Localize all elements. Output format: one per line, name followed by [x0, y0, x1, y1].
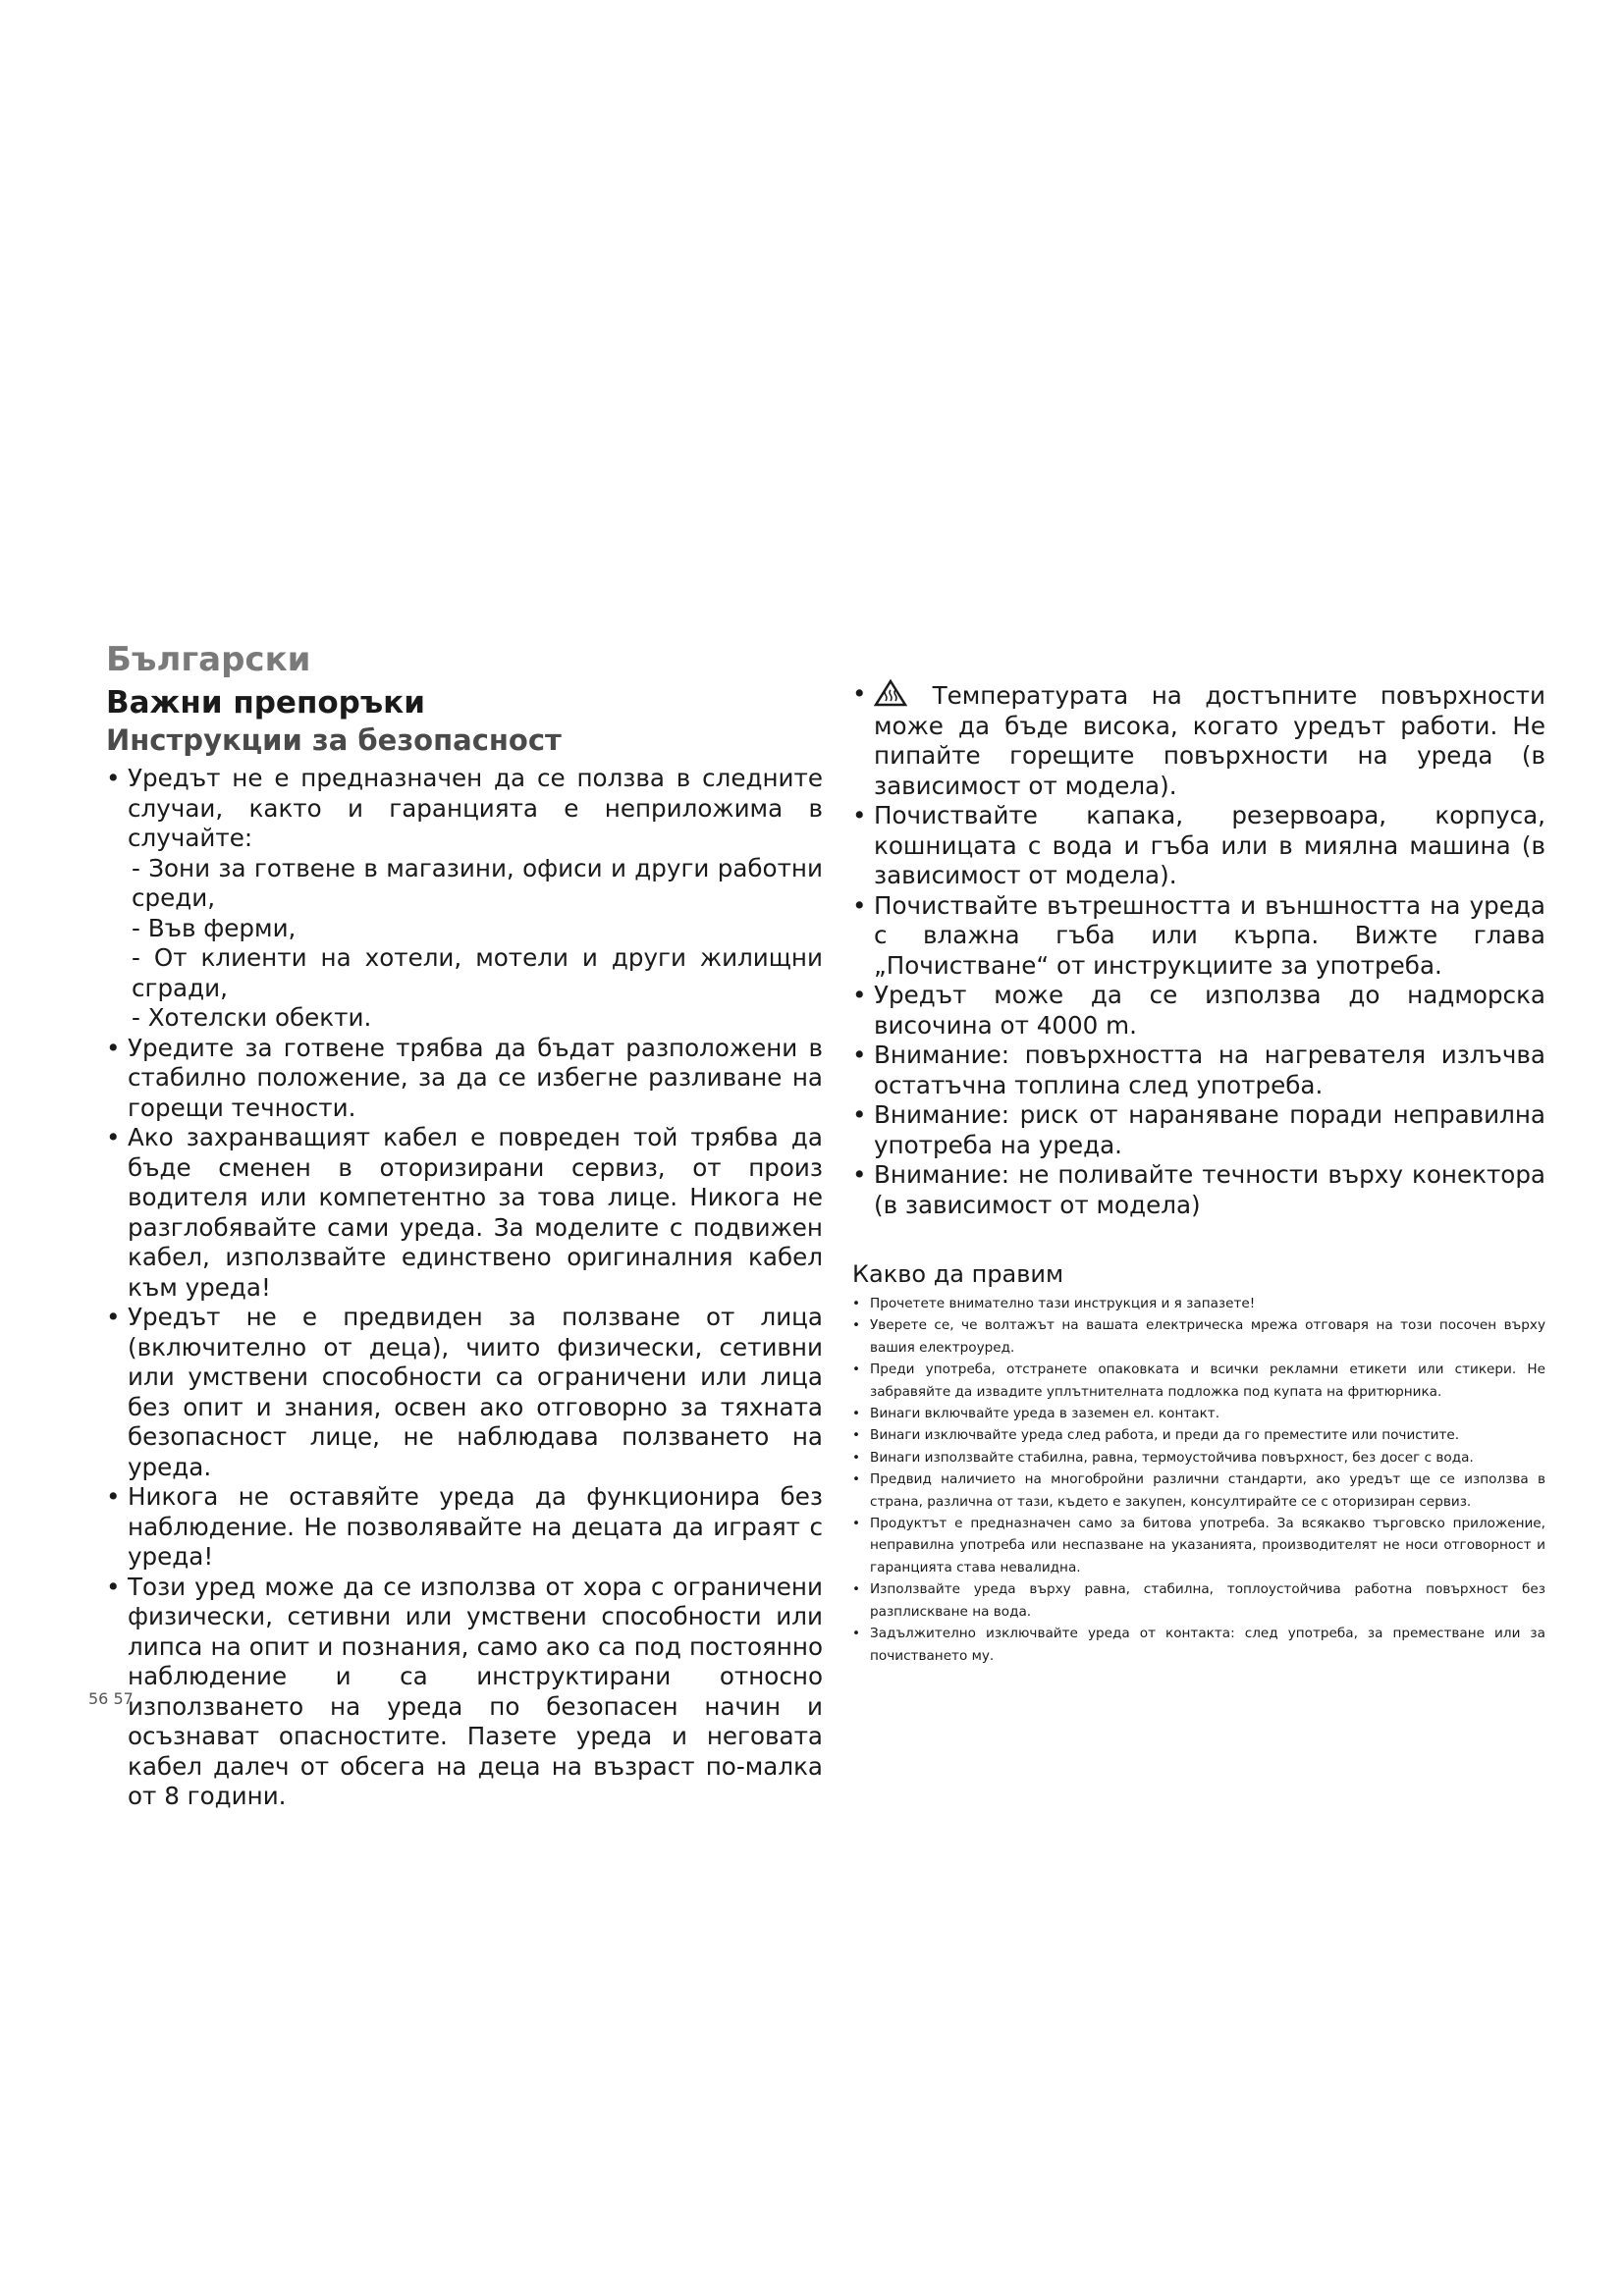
list-item-text: Прочетете внимателно тази инструкция и я запазете! [870, 1296, 1256, 1311]
list-item [852, 1293, 1545, 1314]
list-item-text: Уредът не е предвиден за ползване от лица (включително от деца), чиито физически, сетивни или умствени способности са ограничени или лица без опит и знания, освен ако отговорно за тяхната безопасност лице, не наблюдава ползването на уреда. [128, 1303, 823, 1481]
list-item-text: Почиствайте капака, резервоара, корпуса, кошницата с вода и гъба или в миялна машина (в зависимост от модела). [874, 801, 1545, 889]
left-column [106, 638, 823, 1812]
right-column [852, 679, 1545, 1667]
bullet-marker: • [106, 1572, 121, 1601]
bullet-marker: • [852, 1427, 861, 1444]
bullet-marker: • [852, 1471, 861, 1488]
list-item-text: Внимание: риск от нараняване поради неправилна употреба на уреда. [874, 1100, 1545, 1159]
page-number: 56 57 [88, 1689, 134, 1708]
section-subtitle: Инструкции за безопасност [106, 723, 562, 757]
list-item [106, 1573, 823, 1812]
list-item [852, 981, 1545, 1041]
bullet-marker: • [852, 1406, 861, 1422]
list-item [106, 1123, 823, 1303]
bullet-marker: • [852, 1449, 861, 1466]
what-to-do-list [852, 1293, 1545, 1667]
list-item [852, 1424, 1545, 1446]
sub-list-item: - Във ферми, [132, 913, 297, 942]
list-item [852, 1513, 1545, 1578]
list-item [106, 1303, 823, 1482]
bullet-marker: • [852, 801, 867, 829]
bullet-marker: • [852, 1362, 861, 1378]
list-item [852, 1578, 1545, 1623]
safety-instructions-list [106, 764, 823, 1812]
bullet-marker: • [106, 764, 121, 792]
hot-surface-warning-icon [874, 679, 907, 707]
bullet-marker: • [106, 1303, 121, 1331]
bullet-marker: • [106, 1123, 121, 1151]
bullet-marker: • [852, 890, 867, 920]
sub-list-item: - Зони за готвене в магазини, офиси и други работни среди, [132, 853, 823, 912]
list-item [852, 1041, 1545, 1100]
bullet-marker: • [106, 1482, 121, 1511]
page-title: Важни препоръки [106, 685, 425, 721]
bullet-marker: • [852, 1516, 861, 1532]
list-item [852, 679, 1545, 801]
sub-list-item: - От клиенти на хотели, мотели и други жилищни сгради, [132, 943, 823, 1002]
intro-bullet-text: Уредът не е предназначен да се ползва в следните случаи, както и гаранцията е неприложима в случайте: [128, 764, 823, 852]
list-item-text: Почиствайте вътрешността и външността на уреда с влажна гъба или кърпа. Вижте глава „Почистване“ от инструкциите за употреба. [874, 890, 1545, 980]
list-item-text: Внимание: не поливайте течности върху конектора (в зависимост от модела) [874, 1160, 1545, 1219]
bullet-marker: • [106, 1033, 121, 1062]
list-item-text: Уредът може да се използва до надморска височина от 4000 m. [874, 981, 1545, 1040]
bullet-marker: • [852, 1581, 861, 1598]
list-item-text: Предвид наличието на многобройни различни стандарти, ако уредът ще се използва в страна, различна от тази, където е закупен, консултирайте се с оторизиран сервиз. [870, 1471, 1545, 1510]
list-item-text: Винаги включвайте уреда в заземен ел. контакт. [870, 1406, 1220, 1422]
list-item-text: Преди употреба, отстранете опаковката и всички рекламни етикети или стикери. Не забравяйте да извадите уплътнителната подложка под купата на фритюрника. [870, 1362, 1545, 1400]
bullet-marker: • [852, 1041, 867, 1069]
safety-instructions-list-continued [852, 679, 1545, 1220]
what-to-do-heading: Какво да правим [852, 1260, 1064, 1288]
list-item-text: Температурата на достъпните повърхности може да бъде висока, когато уредът работи. Не пипайте горещите повърхности на уреда (в зависимост от модела). [874, 681, 1545, 800]
list-item-text: Уверете се, че волтажът на вашата електрическа мрежа отговаря на този посочен върху вашия електроуред. [870, 1317, 1545, 1356]
bullet-marker: • [852, 981, 867, 1009]
bullet-marker: • [852, 679, 867, 708]
list-item-text: Внимание: повърхността на нагревателя излъчва остатъчна топлина след употреба. [874, 1041, 1545, 1099]
list-item-text: Винаги използвайте стабилна, равна, термоустойчива повърхност, без досег с вода. [870, 1449, 1474, 1466]
sub-list-item: - Хотелски обекти. [132, 1003, 372, 1032]
bullet-marker: • [852, 1100, 867, 1129]
list-item [852, 1447, 1545, 1468]
bullet-marker: • [852, 1626, 861, 1642]
list-item [852, 1468, 1545, 1513]
bullet-marker: • [852, 1296, 861, 1311]
list-item [852, 1623, 1545, 1667]
list-item [852, 1160, 1545, 1220]
list-item-text: Задължително изключвайте уреда от контакта: след употреба, за преместване или за почистването му. [870, 1626, 1545, 1664]
list-item-text: Използвайте уреда върху равна, стабилна, топлоустойчива работна повърхност без разплискване на вода. [870, 1581, 1545, 1620]
list-item-text: Винаги изключвайте уреда след работа, и преди да го преместите или почистите. [870, 1427, 1460, 1444]
list-item [852, 1100, 1545, 1160]
list-item [852, 1314, 1545, 1359]
list-item [106, 764, 823, 854]
bullet-marker: • [852, 1317, 861, 1334]
list-item [106, 1482, 823, 1573]
list-item [852, 891, 1545, 982]
list-item [106, 1034, 823, 1124]
list-item-text: Този уред може да се използва от хора с ограничени физически, сетивни или умствени способности или липса на опит и познания, само ако са под постоянно наблюдение и са инструктирани относно използването на уреда по безопасен начин и осъзнават опасностите. Пазете уреда и неговата кабел далеч от обсега на деца на възраст по-малка от 8 години. [128, 1572, 823, 1810]
bullet-marker: • [852, 1160, 867, 1189]
list-item [852, 1403, 1545, 1424]
list-item-text: Уредите за готвене трябва да бъдат разположени в стабилно положение, за да се избегне разливане на горещи течности. [128, 1033, 823, 1122]
language-heading: Български [106, 640, 311, 679]
list-item-text: Продуктът е предназначен само за битова употреба. За всякакво търговско приложение, неправилна употреба или неспазване на указанията, производителят не носи отговорност и гаранцията става невалидна. [870, 1516, 1545, 1575]
list-item [852, 801, 1545, 891]
list-item-text: Ако захранващият кабел е повреден той трябва да бъде сменен в оторизирани сервиз, от произ водителя или компетентно за това лице. Никога не разглобявайте сами уреда. За моделите с подвижен кабел, използвайте единствено оригиналния кабел към уреда! [128, 1123, 823, 1302]
list-item-text: Никога не оставяйте уреда да функционира без наблюдение. Не позволявайте на децата да играят с уреда! [128, 1482, 823, 1571]
list-item [852, 1359, 1545, 1403]
